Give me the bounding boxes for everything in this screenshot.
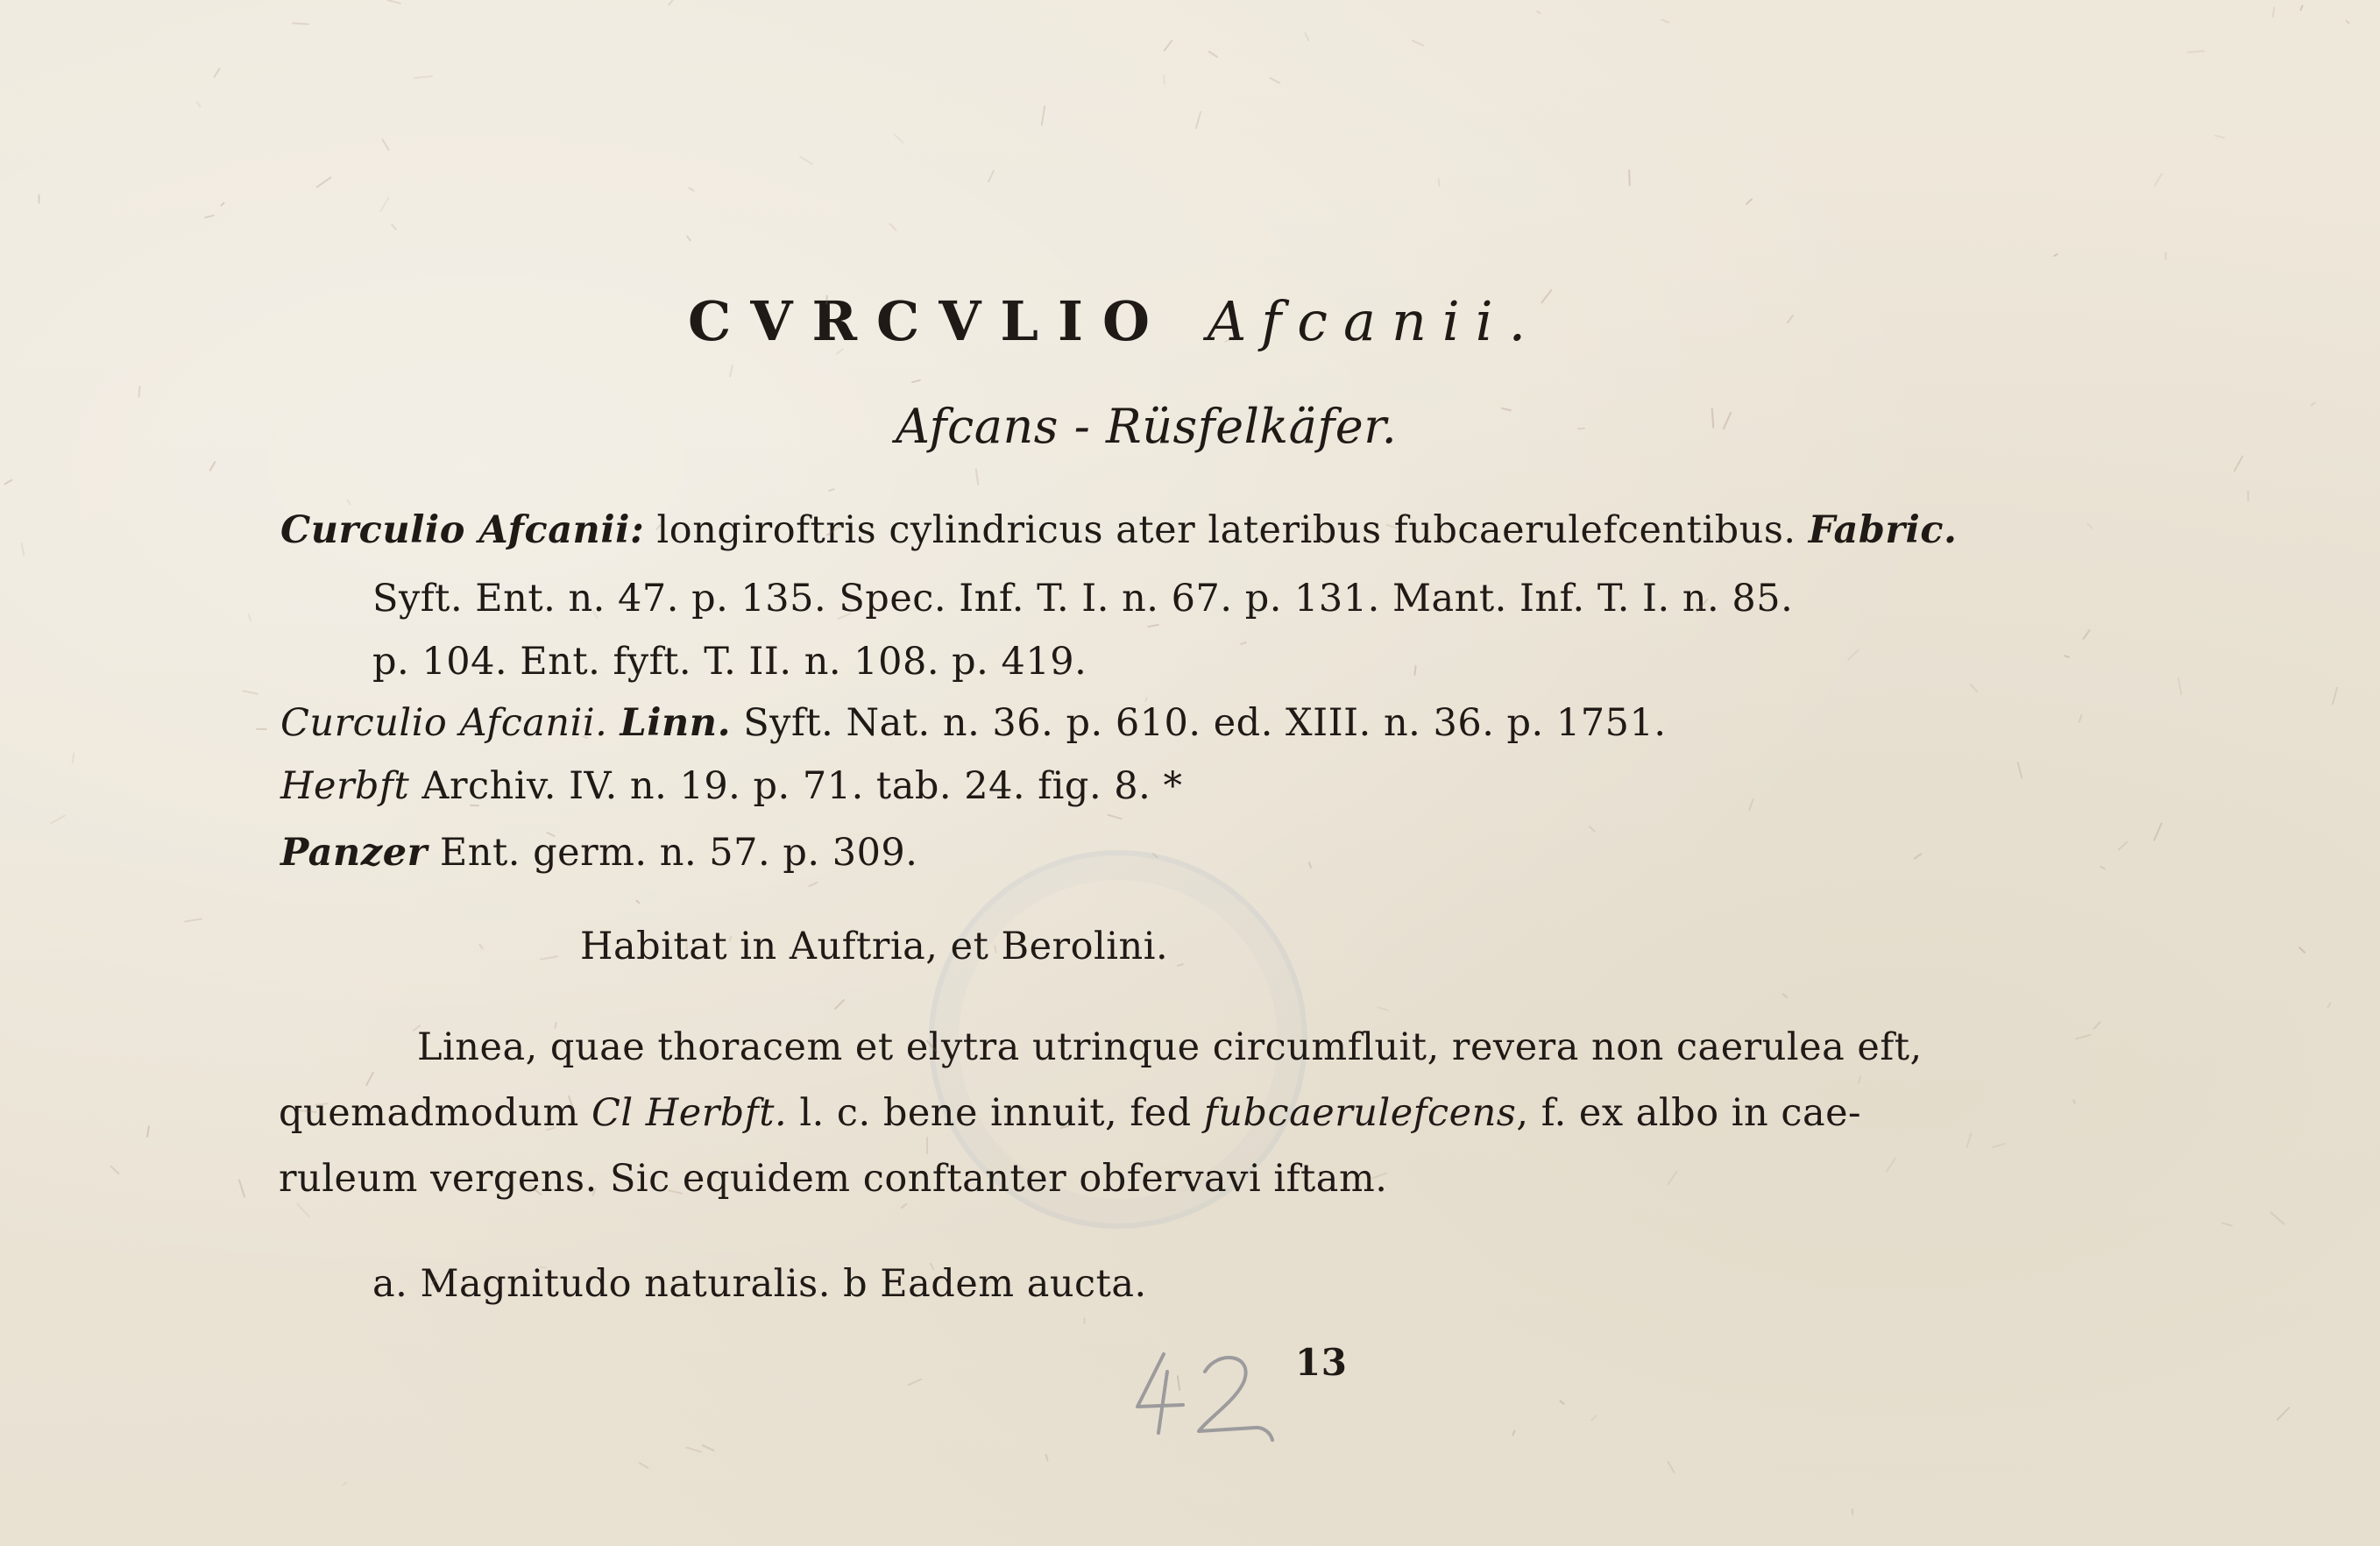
synonym-ref: Linn. <box>620 701 732 745</box>
page-number: 13 <box>1295 1341 1348 1384</box>
paper-fiber <box>365 1072 374 1087</box>
title-genus: CVRCVLIO <box>688 289 1170 353</box>
habitat-line: Habitat in Auftria, et Berolini. <box>580 925 1169 968</box>
paper-fiber <box>2187 50 2205 53</box>
paper-fiber <box>39 195 40 204</box>
paper-fiber <box>2100 865 2106 869</box>
paper-fiber <box>799 156 813 166</box>
paper-fiber <box>1195 111 1202 130</box>
paper-fiber <box>2299 947 2306 954</box>
synonym-author: Curculio Afcanii. <box>280 701 608 745</box>
description-text: , f. ex albo in cae- <box>1516 1091 1862 1135</box>
synonym-text: Syft. Nat. n. 36. p. 610. ed. XIII. n. 36. p. 1751. <box>743 701 1667 745</box>
paper-fiber <box>2345 19 2350 24</box>
paper-fiber <box>701 1444 714 1452</box>
paper-fiber <box>220 202 225 207</box>
paper-fiber <box>2327 1002 2332 1009</box>
paper-fiber <box>238 1179 246 1198</box>
paper-fiber <box>911 379 921 384</box>
description-line-2 <box>279 1091 1861 1135</box>
paper-fiber <box>292 22 309 25</box>
paper-fiber <box>386 0 401 4</box>
paper-fiber <box>1163 74 1165 84</box>
paper-fiber <box>478 943 484 950</box>
paper-fiber <box>893 133 903 144</box>
description-text: quemadmodum <box>279 1091 579 1135</box>
paper-fiber <box>1377 1006 1389 1011</box>
paper-fiber <box>2332 687 2338 706</box>
paper-fiber <box>638 1462 648 1469</box>
paper-fiber <box>900 1202 907 1209</box>
paper-fiber <box>1886 1157 1897 1173</box>
paper-fiber <box>1966 1132 1972 1148</box>
paper-fiber <box>1913 853 1922 860</box>
paper-fiber <box>50 814 66 824</box>
synonym-ref: Fabric. <box>1808 508 1958 552</box>
paper-fiber <box>685 1446 702 1452</box>
synonymy-line-4 <box>280 701 1667 745</box>
paper-fiber <box>2053 253 2058 258</box>
paper-fiber <box>2270 1211 2285 1225</box>
paper-fiber <box>2093 1021 2101 1030</box>
synonym-author: Panzer <box>280 831 428 875</box>
paper-fiber <box>379 196 390 212</box>
paper-fiber <box>2178 677 2183 696</box>
paper-fiber <box>1269 77 1280 84</box>
paper-fiber <box>2221 1222 2233 1226</box>
paper-fiber <box>1304 32 1310 42</box>
synonym-author: Curculio Afcanii: <box>280 508 645 552</box>
paper-fiber <box>729 364 733 377</box>
synonymy-line-3 <box>372 640 1087 684</box>
handwritten-note <box>1122 1345 1297 1450</box>
synonym-text: Ent. germ. n. 57. p. 309. <box>439 831 918 875</box>
synonym-author: Herbft <box>280 764 410 808</box>
paper-fiber <box>1041 105 1046 125</box>
paper-fiber <box>686 235 691 242</box>
paper-fiber <box>342 1481 348 1486</box>
paper-fiber <box>1661 18 1669 23</box>
figure-legend: a. Magnitudo naturalis. b Eadem aucta. <box>372 1262 1147 1306</box>
description-line-3 <box>279 1157 1387 1201</box>
paper-fiber <box>2079 714 2083 723</box>
paper-fiber <box>1787 315 1795 324</box>
paper-fiber <box>2075 1033 2092 1039</box>
paper-fiber <box>315 176 331 188</box>
paper-fiber <box>247 613 251 622</box>
description-italic: Cl Herbft. <box>591 1091 788 1135</box>
paper-fiber <box>296 1202 310 1217</box>
paper-fiber <box>1163 39 1172 52</box>
paper-fiber <box>808 882 818 888</box>
paper-fiber <box>2247 490 2249 501</box>
title-species: Afcanii. <box>1207 289 1542 353</box>
paper-fiber <box>2086 522 2094 529</box>
handwritten-note-text: 42 <box>1122 1345 1123 1346</box>
paper-fiber <box>204 215 215 219</box>
paper-fiber <box>2064 655 2070 658</box>
synonymy-line-5 <box>280 764 1183 808</box>
paper-fiber <box>1147 624 1159 628</box>
paper-fiber <box>1589 826 1597 833</box>
paper-fiber <box>2164 252 2166 259</box>
paper-fiber <box>1413 665 1416 676</box>
synonymy-line-6 <box>280 831 917 875</box>
synonym-text: longiroftris cylindricus ater lateribus fubcaerulefcentibus. <box>656 508 1796 552</box>
paper-fiber <box>184 918 202 922</box>
description-text: ruleum vergens. Sic equidem conftanter obfervavi iftam. <box>279 1157 1388 1201</box>
description-italic: fubcaerulefcens <box>1203 1091 1517 1135</box>
paper-fiber <box>1858 1075 1862 1084</box>
paper-fiber <box>1045 1453 1048 1461</box>
paper-fiber <box>242 690 259 695</box>
paper-fiber <box>146 1125 150 1138</box>
paper-fiber <box>1667 1461 1675 1474</box>
paper-fiber <box>20 543 25 557</box>
common-name-subtitle: Afcans - Rüsfelkäfer. <box>896 399 1398 454</box>
paper-fiber <box>381 138 390 152</box>
paper-fiber <box>346 499 351 506</box>
paper-fiber <box>1852 1508 1854 1515</box>
paper-fiber <box>2299 4 2304 11</box>
paper-fiber <box>1559 1400 1565 1405</box>
paper-fiber <box>4 479 12 485</box>
paper-fiber <box>1240 642 1247 645</box>
paper-fiber <box>213 67 221 78</box>
paper-fiber <box>1748 798 1754 812</box>
paper-fiber <box>2214 135 2225 139</box>
paper-fiber <box>1969 684 1978 693</box>
paper-fiber <box>635 899 641 904</box>
paper-fiber <box>1083 1317 1085 1323</box>
paper-fiber <box>1992 1143 2006 1148</box>
paper-fiber <box>2016 762 2022 779</box>
paper-fiber <box>926 1137 928 1154</box>
paper-fiber <box>391 223 397 230</box>
paper-fiber <box>2310 401 2316 407</box>
paper-fiber <box>988 169 995 182</box>
species-title <box>688 289 1541 353</box>
paper-fiber <box>1501 408 1512 412</box>
paper-fiber <box>975 468 980 486</box>
paper-fiber <box>256 728 267 730</box>
paper-fiber <box>2154 173 2164 187</box>
paper-fiber <box>825 294 827 304</box>
synonym-text: p. 104. Ent. fyft. T. II. n. 108. p. 419. <box>372 640 1087 684</box>
paper-fiber <box>2072 1099 2076 1104</box>
paper-fiber <box>1723 412 1732 430</box>
paper-fiber <box>2272 6 2276 18</box>
paper-fiber <box>1208 51 1219 59</box>
synonym-text: Syft. Ent. n. 47. p. 135. Spec. Inf. T. I. n. 67. p. 131. Mant. Inf. T. I. n. 85. <box>372 577 1794 621</box>
paper-fiber <box>2276 1407 2290 1421</box>
paper-fiber <box>1667 1171 1677 1186</box>
paper-fiber <box>72 752 75 763</box>
paper-fiber <box>1308 862 1313 869</box>
synonymy-line-1 <box>280 508 1958 552</box>
paper-fiber <box>1411 39 1424 46</box>
description-line-1 <box>417 1025 1923 1069</box>
paper-fiber <box>540 955 558 961</box>
paper-fiber <box>1781 993 1788 999</box>
paper-fiber <box>688 187 695 192</box>
paper-fiber <box>195 101 202 108</box>
paper-fiber <box>834 999 846 1011</box>
description-text: Linea, quae thoracem et elytra utrinque circumfluit, revera non caerulea eft, <box>417 1025 1923 1069</box>
paper-fiber <box>2234 455 2244 472</box>
paper-fiber <box>1590 1415 1597 1422</box>
paper-fiber <box>2082 629 2091 641</box>
paper-fiber <box>907 1378 922 1386</box>
paper-fiber <box>1628 169 1631 186</box>
paper-fiber <box>1512 1429 1516 1436</box>
paper-fiber <box>2117 840 2128 851</box>
paper-fiber <box>1746 198 1753 205</box>
paper-fiber <box>828 488 835 492</box>
paper-fiber <box>1107 813 1123 819</box>
paper-fiber <box>138 386 140 398</box>
synonym-text: Archiv. IV. n. 19. p. 71. tab. 24. fig. 8. * <box>421 764 1183 808</box>
paper-fiber <box>110 1165 120 1174</box>
description-text: l. c. bene innuit, fed <box>799 1091 1192 1135</box>
paper-fiber <box>1541 289 1553 304</box>
paper-fiber <box>1711 408 1715 428</box>
paper-fiber <box>1536 11 1541 15</box>
paper-fiber <box>209 461 216 472</box>
paper-fiber <box>668 0 677 6</box>
paper-fiber <box>1847 649 1860 661</box>
paper-fiber <box>889 223 897 231</box>
paper-fiber <box>1577 428 1585 429</box>
paper-fiber <box>2153 822 2163 841</box>
paper-fiber <box>1438 178 1441 187</box>
synonymy-line-2 <box>372 577 1793 621</box>
paper-fiber <box>414 75 433 79</box>
